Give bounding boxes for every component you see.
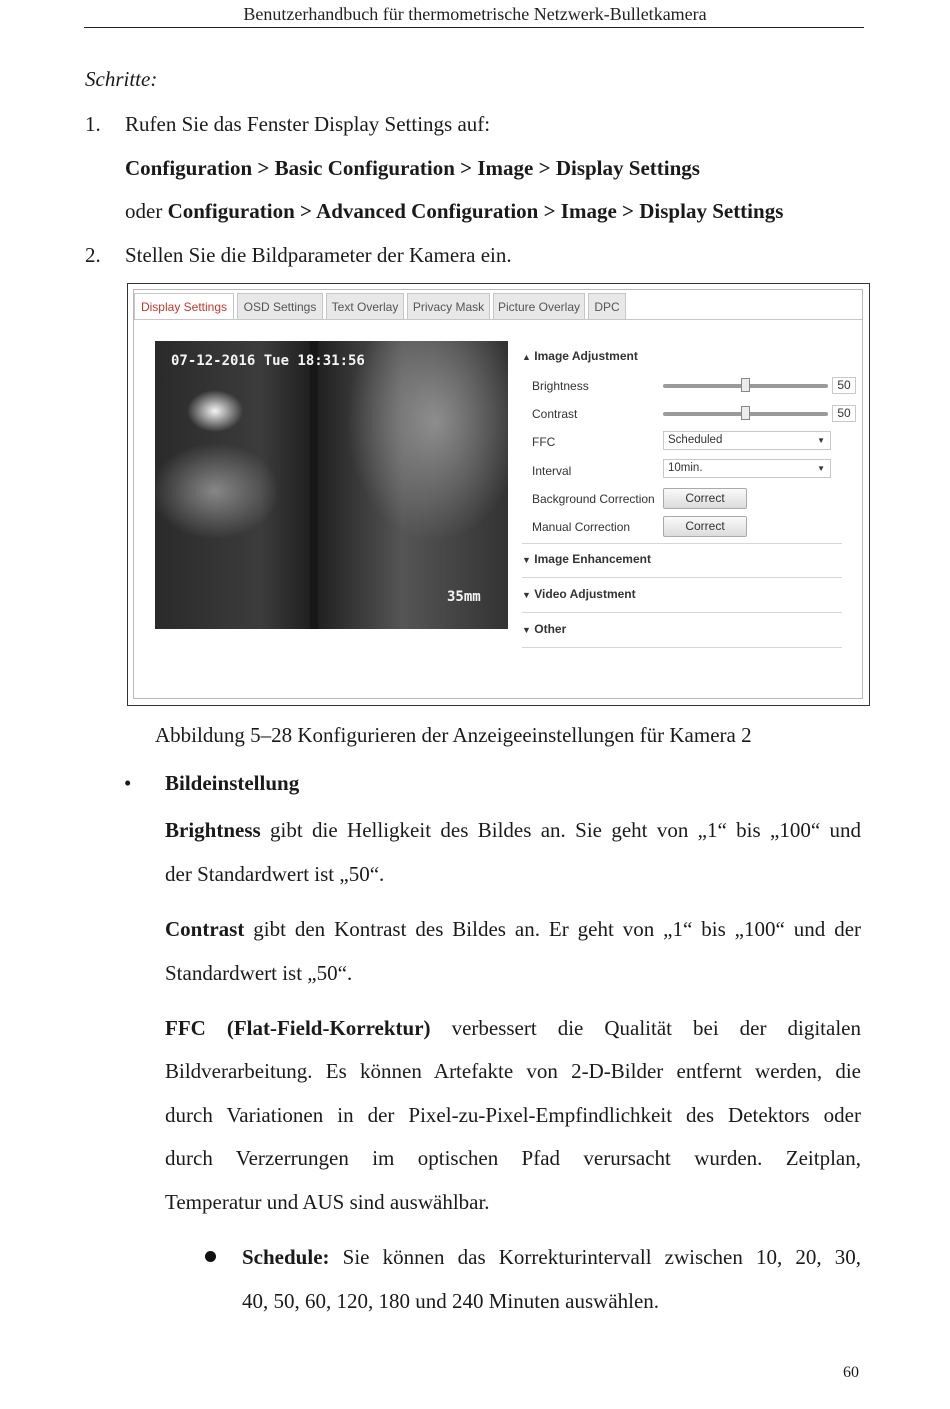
live-video-preview xyxy=(155,341,508,629)
chevron-down-icon: ▼ xyxy=(522,555,531,565)
video-scene-pole xyxy=(310,341,318,629)
contrast-desc-line-2: Standardwert ist „50“. xyxy=(165,961,353,985)
display-settings-screenshot xyxy=(127,283,870,706)
chevron-down-icon: ▼ xyxy=(522,625,531,635)
ffc-label: FFC xyxy=(532,435,556,449)
interval-label: Interval xyxy=(532,464,572,478)
tab-picture-overlay[interactable]: Picture Overlay xyxy=(493,293,585,319)
contrast-term: Contrast xyxy=(165,917,245,941)
running-header: Benutzerhandbuch für thermometrische Netzwerk-Bulletkamera xyxy=(243,4,707,24)
step-1-number: 1. xyxy=(85,112,101,136)
ffc-desc-line-1 xyxy=(165,1016,861,1041)
video-adjustment-title: Video Adjustment xyxy=(534,587,636,601)
contrast-desc-line-1 xyxy=(165,917,861,942)
section-divider xyxy=(522,612,842,613)
ffc-desc-line-5: Temperatur und AUS sind auswählbar. xyxy=(165,1190,490,1214)
manual-correction-label: Manual Correction xyxy=(532,520,631,534)
contrast-value[interactable]: 50 xyxy=(832,405,856,422)
tab-osd-settings[interactable]: OSD Settings xyxy=(237,293,323,319)
schedule-desc-line-2: 40, 50, 60, 120, 180 und 240 Minuten auswählen. xyxy=(242,1289,660,1313)
figure-caption: Abbildung 5–28 Konfigurieren der Anzeigeeinstellungen für Kamera 2 xyxy=(155,723,752,747)
ffc-desc-line-3: durch Variationen in der Pixel-zu-Pixel-Empfindlichkeit des Detektors oder xyxy=(165,1103,861,1127)
image-enhancement-header[interactable] xyxy=(522,552,651,566)
brightness-desc-line-2: der Standardwert ist „50“. xyxy=(165,862,385,886)
ffc-desc-line-4: durch Verzerrungen im optischen Pfad verursacht wurden. Zeitplan, xyxy=(165,1146,861,1170)
schedule-desc-text: Sie können das Korrekturintervall zwischen 10, 20, 30, xyxy=(342,1245,862,1269)
contrast-label: Contrast xyxy=(532,407,578,421)
header-rule xyxy=(84,27,864,28)
background-correction-label: Background Correction xyxy=(532,492,655,506)
section-divider xyxy=(522,543,842,544)
interval-selected-value: 10min. xyxy=(668,462,703,474)
tab-display-settings[interactable]: Display Settings xyxy=(134,293,234,319)
contrast-desc-text: gibt den Kontrast des Bildes an. Er geht von „1“ bis „100“ und der xyxy=(253,917,862,941)
brightness-slider[interactable] xyxy=(663,384,828,388)
display-settings-panel xyxy=(133,289,863,699)
brightness-desc-text: gibt die Helligkeit des Bildes an. Sie geht von „1“ bis „100“ und xyxy=(270,818,862,842)
background-correction-button[interactable]: Correct xyxy=(663,488,747,509)
steps-heading: Schritte: xyxy=(85,67,158,91)
video-timestamp: 07-12-2016 Tue 18:31:56 xyxy=(171,353,365,369)
interval-select[interactable] xyxy=(663,459,831,478)
brightness-label: Brightness xyxy=(532,379,589,393)
contrast-slider-handle[interactable] xyxy=(741,406,750,420)
tab-underline xyxy=(134,319,862,320)
schedule-desc-line-1 xyxy=(242,1245,861,1270)
contrast-slider[interactable] xyxy=(663,412,828,416)
chevron-up-icon: ▲ xyxy=(522,352,531,362)
schedule-term: Schedule: xyxy=(242,1245,330,1269)
tab-text-overlay[interactable]: Text Overlay xyxy=(326,293,404,319)
ffc-select[interactable] xyxy=(663,431,831,450)
bullet: • xyxy=(124,771,132,795)
image-adjustment-title: Image Adjustment xyxy=(534,349,638,363)
other-header[interactable] xyxy=(522,622,566,636)
section-divider xyxy=(522,647,842,648)
brightness-slider-handle[interactable] xyxy=(741,378,750,392)
ffc-selected-value: Scheduled xyxy=(668,434,723,446)
chevron-down-icon: ▼ xyxy=(522,590,531,600)
step-1-path-basic: Configuration > Basic Configuration > Image > Display Settings xyxy=(125,156,700,180)
tab-dpc[interactable]: DPC xyxy=(588,293,626,319)
bullet-dot-icon xyxy=(205,1251,216,1262)
page-number: 60 xyxy=(843,1364,859,1381)
oder-word: oder xyxy=(125,199,163,223)
step-1-text: Rufen Sie das Fenster Display Settings auf: xyxy=(125,112,491,136)
chevron-down-icon: ▼ xyxy=(817,464,825,473)
other-title: Other xyxy=(534,622,567,636)
manual-correction-button[interactable]: Correct xyxy=(663,516,747,537)
brightness-term: Brightness xyxy=(165,818,261,842)
video-adjustment-header[interactable] xyxy=(522,587,636,601)
step-1-path-advanced: Configuration > Advanced Configuration > Image > Display Settings xyxy=(167,199,784,223)
image-adjustment-header[interactable] xyxy=(522,349,638,363)
image-enhancement-title: Image Enhancement xyxy=(534,552,651,566)
brightness-desc-line-1 xyxy=(165,818,861,843)
chevron-down-icon: ▼ xyxy=(817,436,825,445)
step-2-number: 2. xyxy=(85,243,101,267)
video-lens-label: 35mm xyxy=(447,589,481,605)
step-1-path-advanced-line xyxy=(125,199,783,224)
tab-privacy-mask[interactable]: Privacy Mask xyxy=(407,293,490,319)
step-2-text: Stellen Sie die Bildparameter der Kamera ein. xyxy=(125,243,512,267)
brightness-value[interactable]: 50 xyxy=(832,377,856,394)
settings-tabs xyxy=(134,293,862,319)
ffc-term: FFC (Flat-Field-Korrektur) xyxy=(165,1016,431,1040)
bildeinstellung-heading: Bildeinstellung xyxy=(165,771,300,795)
section-divider xyxy=(522,577,842,578)
ffc-desc-text: verbessert die Qualität bei der digitalen xyxy=(451,1016,861,1040)
ffc-desc-line-2: Bildverarbeitung. Es können Artefakte von 2-D-Bilder entfernt werden, die xyxy=(165,1059,861,1083)
